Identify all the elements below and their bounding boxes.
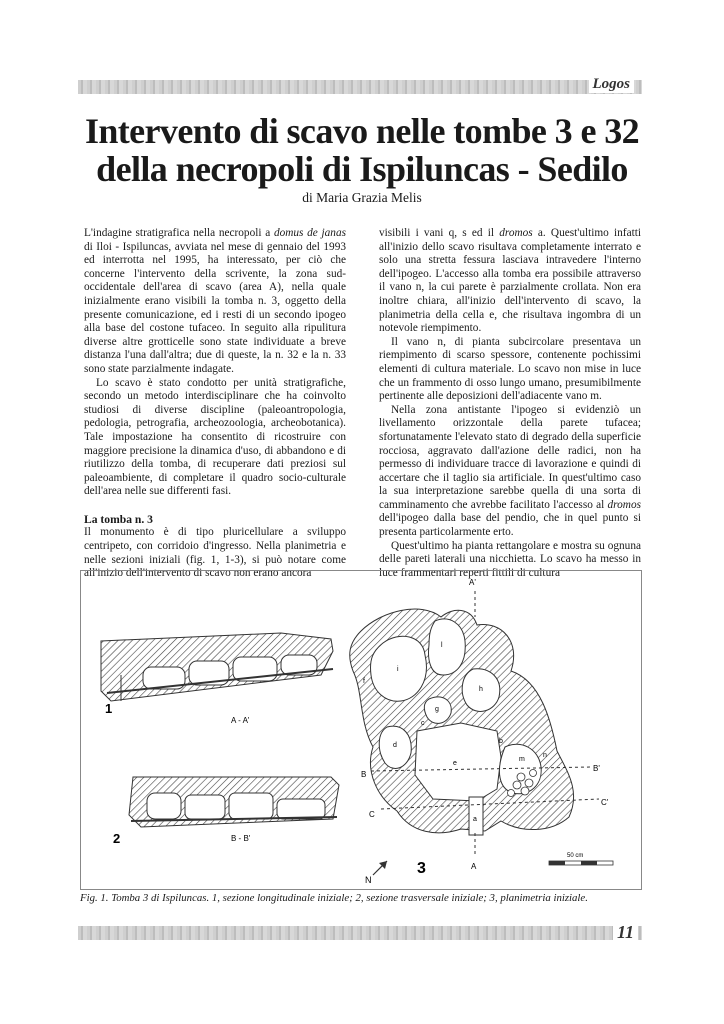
point-c-right: C' — [601, 798, 609, 807]
section-a-label: A - A' — [231, 716, 250, 725]
left-paragraph-2: Lo scavo è stato condotto per unità stratigrafiche, secondo un metodo interdisciplinare che ha coinvolto studiosi di diverse discipline (paleoantropologia, pedologia, petrografia, archeozoologia, archeobotanica). Tale impostazione ha consentito di ricostruire con maggiore precisione la dinamica d'uso, di abbandono e di riutilizzo della tomba, di recuperare dati preziosi sul paleoambiente, di completare il quadro socio-culturale dell'area nelle sue differenti fasi. — [84, 376, 346, 498]
room-label: d — [393, 742, 397, 749]
right-paragraph-4: Quest'ultimo ha pianta rettangolare e mostra su ognuna delle pareti laterali una nicchietta. Lo scavo ha messo in luce frammentari reperti fittili di cultura — [379, 539, 641, 579]
right-column — [379, 227, 641, 580]
figure-caption: Fig. 1. Tomba 3 di Ispiluncas. 1, sezione longitudinale iniziale; 2, sezione trasversale iniziale; 3, planimetria iniziale. — [80, 892, 588, 904]
left-paragraph-1: L'indagine stratigrafica nella necropoli a domus de janas di Iloi - Ispiluncas, avviata nel mese di gennaio del 1993 ed interrotta nel 1995, ha interessato, per ciò che concerne l'intervento della scrivente, la zona sud-occidentale dell'area di scavo (area A), nella quale inizialmente erano visibili la tomba n. 3, oggetto della presente comunicazione, ed i resti di un secondo ipogeo alla base del costone tufaceo. In seguito alla ripulitura diverse altre grotticelle sono state individuate a breve distanza l'una dall'altra; due di queste, la n. 32 e la n. 33 sono state parzialmente indagate. — [84, 227, 346, 375]
point-a-top: A' — [469, 578, 476, 587]
scale-bar — [549, 861, 613, 865]
emphasis-dromos: dromos — [499, 227, 533, 239]
section-b-label: B - B' — [231, 834, 251, 843]
emphasis-dromos-2: dromos — [607, 498, 641, 511]
page-number: 11 — [613, 922, 638, 943]
section-1-drawing — [101, 633, 333, 701]
room-label: n — [543, 752, 547, 759]
footer-band — [78, 926, 642, 940]
title-line-1: Intervento di scavo nelle tombe 3 e 32 — [84, 111, 640, 151]
panel-1-number: 1 — [105, 701, 113, 716]
point-b-left: B — [361, 770, 367, 779]
room-label: l — [441, 642, 443, 649]
title-line-2: della necropoli di Ispiluncas - Sedilo — [96, 149, 628, 189]
section-heading: La tomba n. 3 — [84, 512, 153, 526]
north-arrow-icon — [373, 861, 387, 875]
point-a-bottom: A — [471, 862, 477, 871]
room-label: i — [397, 666, 399, 673]
header-band — [78, 80, 642, 94]
panel-3-number: 3 — [417, 860, 426, 877]
room-label: c — [421, 720, 425, 727]
figure-drawing — [81, 571, 642, 890]
room-label: e — [453, 760, 457, 767]
room-label: m — [519, 756, 525, 763]
room-label: g — [435, 706, 439, 713]
north-label: N — [365, 875, 372, 885]
left-paragraph-3: Il monumento è di tipo pluricellulare a sviluppo centripeto, con corridoio d'ingresso. Nella planimetria e nelle sezioni iniziali (fig. 1, 1-3), si può notare come all'inizio dell'intervento di scavo non erano ancora — [84, 526, 346, 580]
emphasis-domus: domus de janas — [273, 227, 346, 239]
scale-label: 50 cm — [567, 853, 584, 859]
point-b-right: B' — [593, 764, 600, 773]
article-title — [60, 112, 664, 188]
room-label: f — [363, 678, 365, 685]
panel-2-number: 2 — [113, 831, 121, 846]
room-label: h — [479, 686, 483, 693]
section-2-drawing — [129, 777, 339, 827]
point-c-left: C — [369, 810, 375, 819]
left-column — [84, 227, 346, 581]
right-paragraph-3: Nella zona antistante l'ipogeo si evidenziò un livellamento orizzontale della parete tufacea; sfortunatamente l'elevato stato di degrado della superficie rocciosa, aggravato dall'azione delle radici, non ha permesso di individuare tracce di lavorazione e quindi di accertare che il taglio sia artificiale. In quest'ultimo caso la sua interpretazione sarebbe quella di una sorta di camminamento che avrebbe facilitato l'accesso al dromos dell'ipogeo dalla base del pendio, che in quel punto si presenta particolarmente erto. — [379, 403, 641, 539]
figure-plan-and-sections — [80, 570, 642, 890]
room-label: a — [473, 816, 477, 823]
room-label: b — [499, 738, 503, 745]
right-paragraph-2: Il vano n, di pianta subcircolare presentava un riempimento di scarso spessore, contenente pochissimi elementi di cultura materiale. Lo scavo non mise in luce che un frammento di osso lungo umano, presumibilmente pertinente alle deposizioni dell'adiacente vano m. — [379, 335, 641, 403]
right-paragraph-1: visibili i vani q, s ed il dromos a. Quest'ultimo infatti all'inizio dello scavo risultava completamente interrato e solo una stretta fessura lasciava intravedere l'interno dell'ipogeo. L'accesso alla tomba era possibile attraverso il vano n, la cui parete è parzialmente crollata. Non era inoltre chiara, all'inizio dell'intervento di scavo, la planimetria della cella e, che risultava ingombra di un notevole riempimento. — [379, 227, 641, 335]
journal-logo: Logos — [589, 76, 635, 93]
author-byline: di Maria Grazia Melis — [302, 190, 422, 205]
